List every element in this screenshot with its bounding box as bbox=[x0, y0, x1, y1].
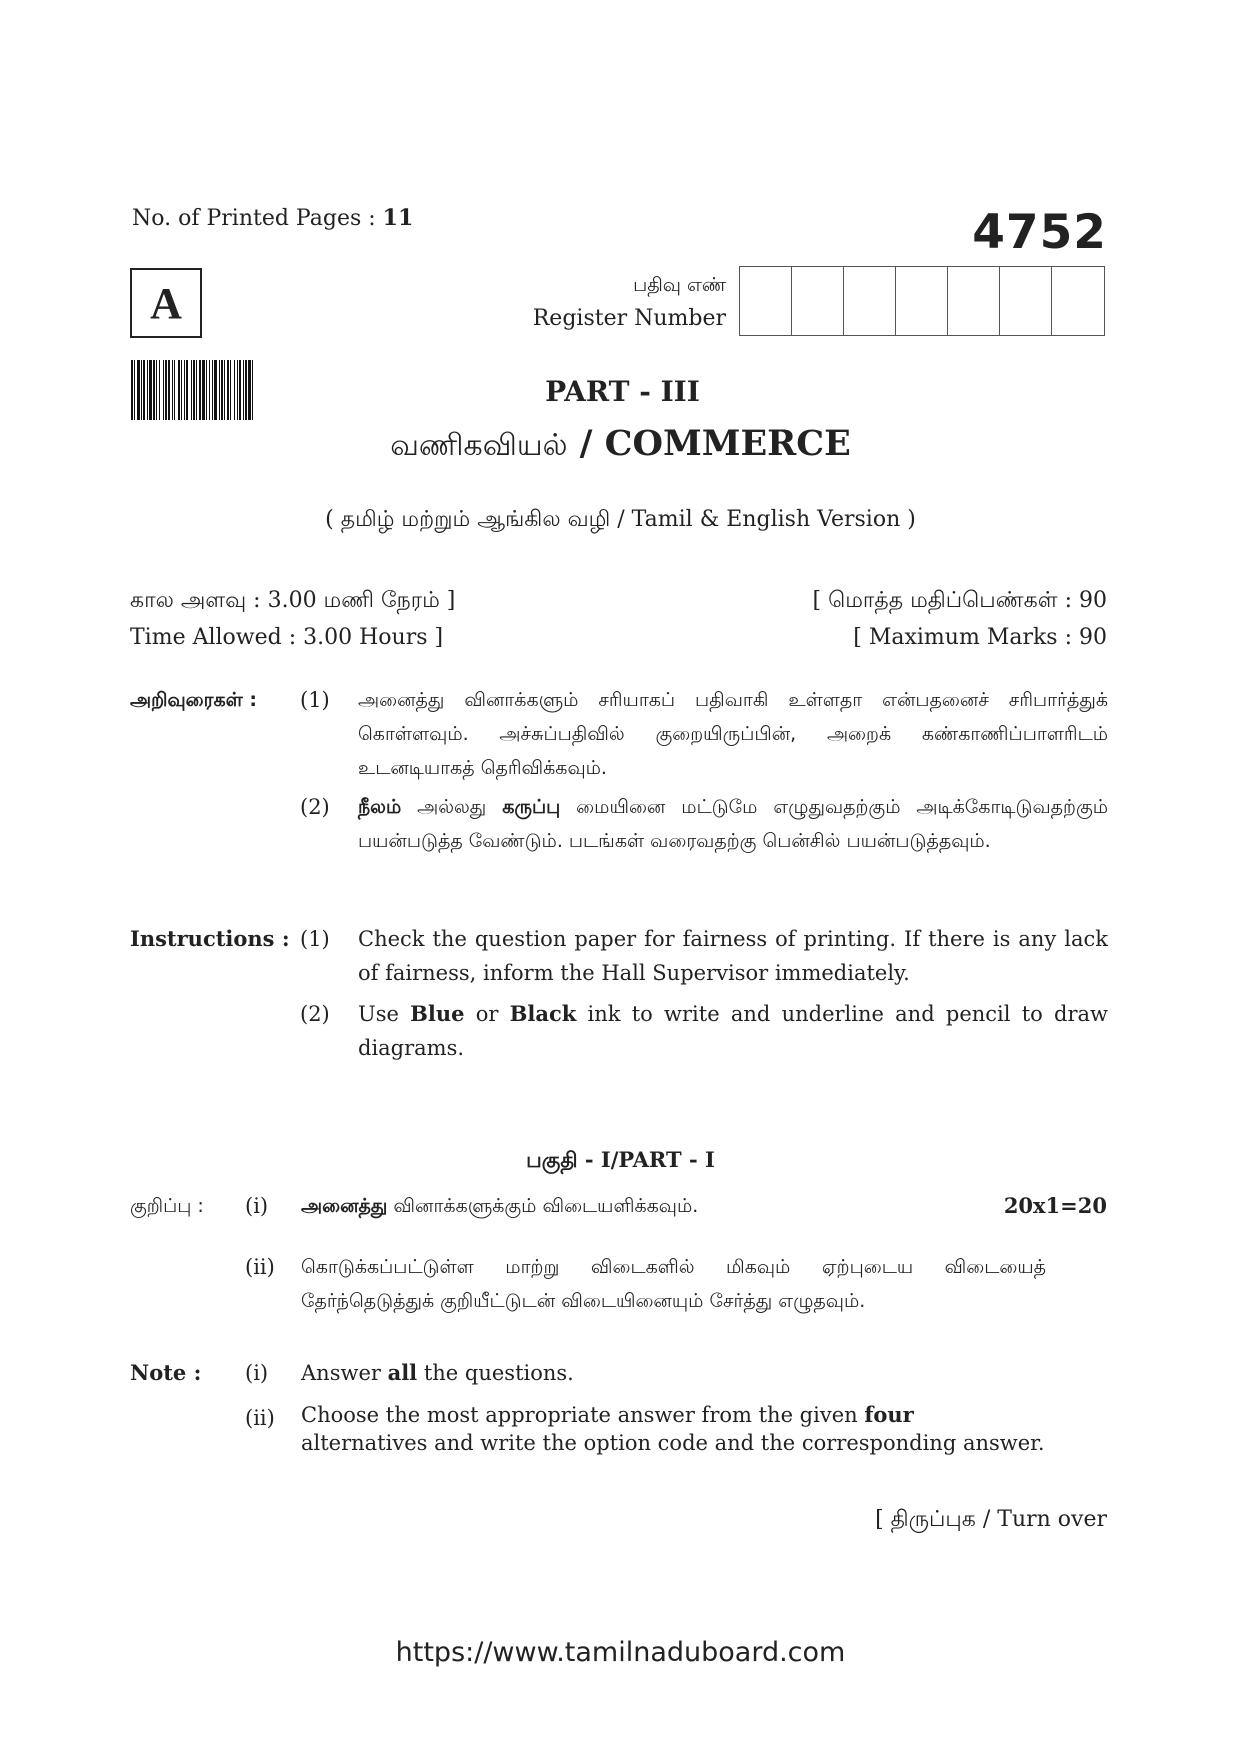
subject-tamil: வணிகவியல் bbox=[390, 428, 568, 463]
paper-code: 4752 bbox=[972, 205, 1107, 260]
max-marks-tamil: [ மொத்த மதிப்பெண்கள் : 90 bbox=[812, 588, 1107, 613]
conjunction: or bbox=[464, 1002, 510, 1026]
printed-pages-value: 11 bbox=[382, 205, 414, 231]
medium-line: ( தமிழ் மற்றும் ஆங்கில வழி / Tamil & English Version ) bbox=[325, 507, 916, 532]
note-text: Choose the most appropriate answer from the given bbox=[301, 1403, 865, 1427]
instruction-number: (1) bbox=[300, 927, 330, 951]
time-allowed-tamil: கால அளவு : 3.00 மணி நேரம் ] bbox=[130, 588, 456, 613]
instruction-english-2 bbox=[358, 997, 1108, 1065]
max-marks-english: [ Maximum Marks : 90 bbox=[853, 625, 1107, 650]
subject-title bbox=[0, 423, 1241, 467]
emphasis-blue: Blue bbox=[410, 1001, 465, 1026]
instruction-tamil-1: அனைத்து வினாக்களும் சரியாகப் பதிவாகி உள்ளதா என்பதனைச் சரிபார்த்துக் கொள்ளவும். அச்சுப்பதிவில் குறையிருப்பின், அறைக் கண்காணிப்பாளரிடம் உடனடியாகத் தெரிவிக்கவும். bbox=[358, 689, 1108, 779]
printed-pages-label: No. of Printed Pages : bbox=[132, 206, 376, 231]
register-label-english: Register Number bbox=[532, 306, 726, 331]
conjunction: அல்லது bbox=[401, 796, 503, 818]
note-number: (i) bbox=[245, 1361, 269, 1385]
subject-separator: / bbox=[567, 423, 605, 464]
emphasis-black: Black bbox=[509, 1001, 577, 1026]
note-number: (ii) bbox=[245, 1255, 275, 1279]
register-label-tamil: பதிவு எண் bbox=[633, 274, 726, 296]
instruction-tamil-2 bbox=[358, 790, 1108, 858]
register-digit-box[interactable] bbox=[740, 267, 792, 335]
note-english-label: Note : bbox=[130, 1360, 202, 1385]
register-digit-box[interactable] bbox=[896, 267, 948, 335]
register-digit-box[interactable] bbox=[1052, 267, 1104, 335]
emphasis-black: கருப்பு bbox=[502, 796, 561, 818]
register-digit-box[interactable] bbox=[1000, 267, 1052, 335]
register-number-boxes[interactable] bbox=[739, 266, 1105, 336]
note-text: the questions. bbox=[417, 1361, 574, 1385]
part-one-heading: பகுதி - I/PART - I bbox=[526, 1147, 715, 1172]
subject-english: COMMERCE bbox=[604, 423, 851, 464]
note-text: Answer bbox=[301, 1361, 388, 1385]
note-english-2 bbox=[301, 1401, 1046, 1457]
turn-over: [ திருப்புக / Turn over bbox=[875, 1507, 1107, 1532]
note-tamil-2: கொடுக்கப்பட்டுள்ள மாற்று விடைகளில் மிகவும் ஏற்புடைய விடையைத் தேர்ந்தெடுத்துக் குறியீட்டுடன் விடையினையும் சேர்த்து எழுதவும். bbox=[301, 1256, 1046, 1312]
instruction-number: (2) bbox=[300, 1002, 330, 1026]
note-text: வினாக்களுக்கும் விடையளிக்கவும். bbox=[387, 1195, 699, 1217]
printed-pages bbox=[132, 205, 413, 231]
part-one-marks: 20x1=20 bbox=[1003, 1193, 1107, 1218]
register-digit-box[interactable] bbox=[844, 267, 896, 335]
instruction-text: மையினை மட்டுமே எழுதுவதற்கும் அடிக்கோடிடுவதற்கும் பயன்படுத்த வேண்டும். படங்கள் வரைவதற்கு பென்சில் பயன்படுத்தவும். bbox=[358, 796, 1109, 852]
question-set-box: A bbox=[130, 268, 202, 338]
emphasis-blue: நீலம் bbox=[358, 796, 402, 818]
register-number-label bbox=[533, 268, 726, 336]
register-digit-box[interactable] bbox=[792, 267, 844, 335]
note-english-1 bbox=[301, 1356, 1046, 1390]
part-title bbox=[0, 375, 1241, 408]
note-number: (ii) bbox=[245, 1406, 275, 1430]
note-tamil-1 bbox=[301, 1189, 941, 1223]
note-number: (i) bbox=[245, 1194, 269, 1218]
instruction-number: (2) bbox=[300, 795, 330, 819]
instruction-number: (1) bbox=[300, 688, 330, 712]
instructions-english-label: Instructions : bbox=[130, 926, 290, 951]
instruction-text: Use bbox=[358, 1002, 411, 1026]
source-url[interactable]: https://www.tamilnaduboard.com bbox=[395, 1637, 846, 1668]
note-text: alternatives and write the option code and the corresponding answer. bbox=[301, 1431, 1045, 1455]
instructions-tamil-label: அறிவுரைகள் : bbox=[130, 689, 257, 711]
register-digit-box[interactable] bbox=[948, 267, 1000, 335]
part-title-text: PART - III bbox=[545, 375, 700, 408]
time-allowed-english: Time Allowed : 3.00 Hours ] bbox=[130, 625, 444, 650]
instruction-english-1: Check the question paper for fairness of printing. If there is any lack of fairness, inform the Hall Supervisor immediately. bbox=[358, 927, 1108, 985]
emphasis-four: four bbox=[864, 1402, 914, 1427]
instruction-text: ink to write and underline and pencil to draw diagrams. bbox=[358, 1002, 1108, 1060]
emphasis-all: அனைத்து bbox=[301, 1195, 388, 1217]
emphasis-all: all bbox=[387, 1360, 418, 1385]
note-tamil-label: குறிப்பு : bbox=[130, 1195, 204, 1217]
